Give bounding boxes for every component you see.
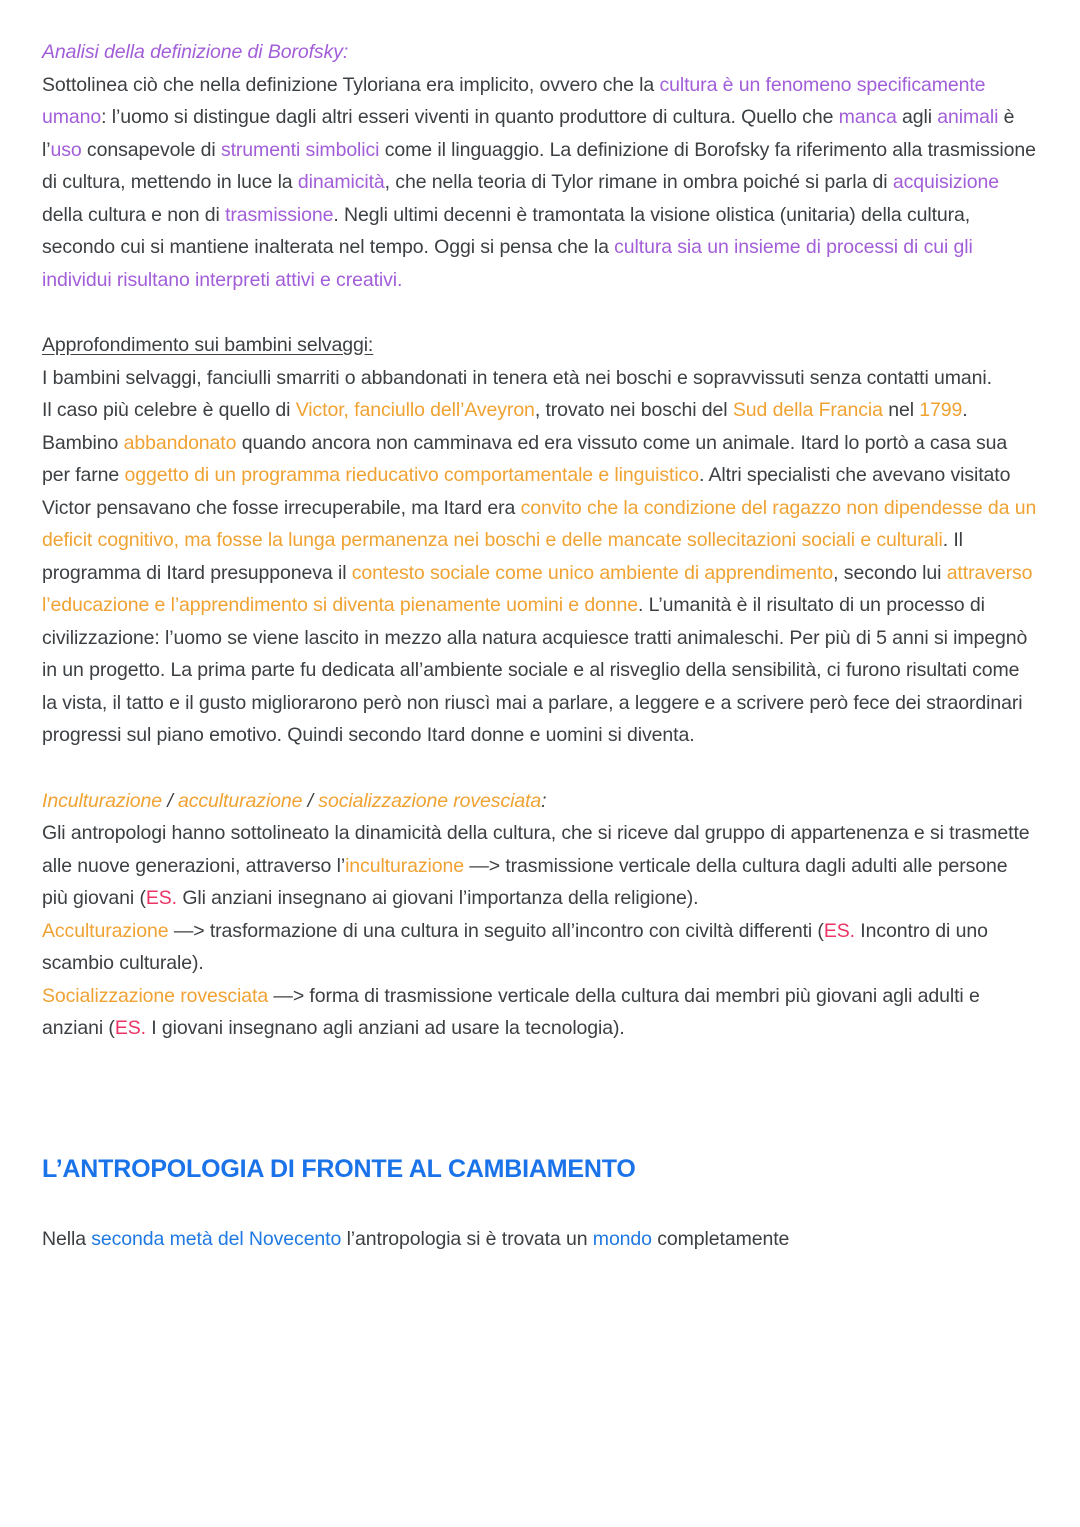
text-run: convito che la condizione del ragazzo non dipendesse da un deficit cognitivo, ma fosse la lunga permanenza nei boschi e delle mancate sollecitazioni sociali e culturali [42,496,1042,551]
text-run: , secondo lui [833,561,947,584]
text-run: nel [882,399,920,421]
text-run: socializzazione rovesciata [318,789,542,812]
text-run: acquisizione [892,171,999,193]
text-run: ES. [145,887,177,909]
text-run: l’antropologia si è trovata un [341,1227,593,1250]
text-run: contesto sociale come unico ambiente di apprendimento [351,561,834,584]
text-run: completamente [651,1227,790,1250]
text-run: —> trasformazione di una cultura in seguito all’incontro con civiltà differenti ( [168,919,824,942]
text-run: I giovani insegnano agli anziani ad usare la tecnologia). [145,1017,625,1039]
text-run: . L’umanità è il risultato di un processo di civilizzazione: l’uomo se viene lascito in mezzo alla natura acquiesce tratti animaleschi. Per più di 5 anni si impegnò in un progetto. La prima parte fu dedicata all’ambiente sociale e al risveglio della sensibilità, ci furono risultati come la vista, il tatto e il gusto migliorarono però non riuscì mai a parlare, a leggere e a scrivere però fece dei straordinari progressi sul piano emotivo. Quindi secondo Itard donne e uomini si diventa. [42,594,1033,746]
text-run: animali [937,106,999,128]
text-run: manca [838,106,897,128]
text-run: Acculturazione [42,919,169,942]
text-run: I bambini selvaggi, fanciulli smarriti o abbandonati in tenera età nei boschi e sopravvissuti senza contatti umani. [42,366,992,389]
text-run: oggetto di un programma rieducativo comportamentale e linguistico [124,464,699,486]
text-run: Sottolinea ciò che nella definizione Tyloriana era implicito, ovvero che la [42,73,660,96]
spacer-1 [42,296,1038,329]
spacer-4 [42,1187,1038,1223]
text-run: consapevole di [81,138,221,161]
paragraph-inculturazione [42,817,1038,915]
text-run: acculturazione [177,789,303,812]
text-run: ES. [823,919,855,942]
text-run: Incontro di uno scambio culturale). [42,919,994,974]
text-run: 1799 [919,399,963,421]
text-run: attraverso l’educazione e l’apprendimento si diventa pienamente uomini e donne [42,561,1038,616]
text-run: L’ANTROPOLOGIA DI FRONTE AL CAMBIAMENTO [42,1154,636,1183]
text-run: seconda metà del Novecento [91,1227,342,1250]
text-run: inculturazione [345,854,465,877]
text-run: come il linguaggio. La definizione di Borofsky fa riferimento alla trasmissione di cultura, mettendo in luce la [42,138,1042,193]
paragraph-novecento [42,1223,1038,1256]
text-run: : [541,789,547,812]
section-heading-analisi-borofsky [42,36,1038,69]
text-run: . Il programma di Itard presupponeva il [42,529,969,584]
text-run: mondo [592,1227,652,1250]
text-run: ES. [114,1017,146,1039]
text-run: —> forma di trasmissione verticale della cultura dai membri più giovani agli adulti e anziani ( [42,984,986,1039]
text-run: . Bambino [42,399,973,454]
text-run: : l’uomo si distingue dagli altri esseri viventi in quanto produttore di cultura. Quello che [101,106,839,128]
text-run: / [162,789,178,812]
text-run: —> trasmissione verticale della cultura dagli adulti alle persone più giovani ( [42,854,1013,909]
text-run: cultura è un fenomeno specificamente umano [42,73,991,128]
paragraph-acculturazione [42,915,1038,980]
text-run: , che nella teoria di Tylor rimane in ombra poiché si parla di [384,171,893,193]
text-run: Analisi della definizione di Borofsky: [42,41,349,63]
text-run: Il caso più celebre è quello di [42,399,296,421]
text-run: . Altri specialisti che avevano visitato Victor pensavano che fosse irrecuperabile, ma Itard era [42,464,1016,519]
spacer-3 [42,1045,1038,1151]
text-run: cultura sia un insieme di processi di cui gli individui risultano interpreti attivi e creativi. [42,236,979,291]
paragraph-victor-aveyron [42,394,1042,752]
text-run: Gli anziani insegnano ai giovani l’importanza della religione). [177,887,699,909]
text-run: trasmissione [225,203,334,226]
text-run: strumenti simbolici [220,138,380,161]
text-run: uso [50,138,82,161]
spacer-2 [42,752,1038,785]
text-run: Gli antropologi hanno sottolineato la dinamicità della cultura, che si riceve dal gruppo di appartenenza e si trasmette alle nuove generazioni, attraverso l’ [42,822,1035,877]
paragraph-analisi-borofsky [42,69,1042,297]
paragraph-bambini-selvaggi-intro [42,362,1038,395]
text-run: Inculturazione [42,789,163,812]
text-run: Victor, fanciullo dell’Aveyron [295,399,535,421]
text-run: . Negli ultimi decenni è tramontata la visione olistica (unitaria) della cultura, secondo cui si mantiene inalterata nel tempo. Oggi si pensa che la [42,203,976,258]
text-run: Nella [42,1227,92,1250]
text-run: agli [896,106,938,128]
text-run: Approfondimento sui bambini selvaggi: [42,334,374,356]
text-run: quando ancora non camminava ed era vissuto come un animale. Itard lo portò a casa sua per farne [42,431,1013,486]
text-run: è l’ [42,106,1020,161]
text-run: , trovato nei boschi del [534,399,733,421]
section-heading-inculturazione [42,785,1038,818]
text-run: abbandonato [123,431,237,454]
text-run: Sud della Francia [732,399,883,421]
text-run: Socializzazione rovesciata [42,984,269,1007]
section-title-antropologia-cambiamento [42,1151,1038,1187]
text-run: dinamicità [297,171,385,193]
text-run: / [302,789,319,812]
paragraph-socializzazione-rovesciata [42,980,1038,1045]
section-heading-bambini-selvaggi [42,329,1038,362]
text-run: della cultura e non di [42,171,1005,226]
